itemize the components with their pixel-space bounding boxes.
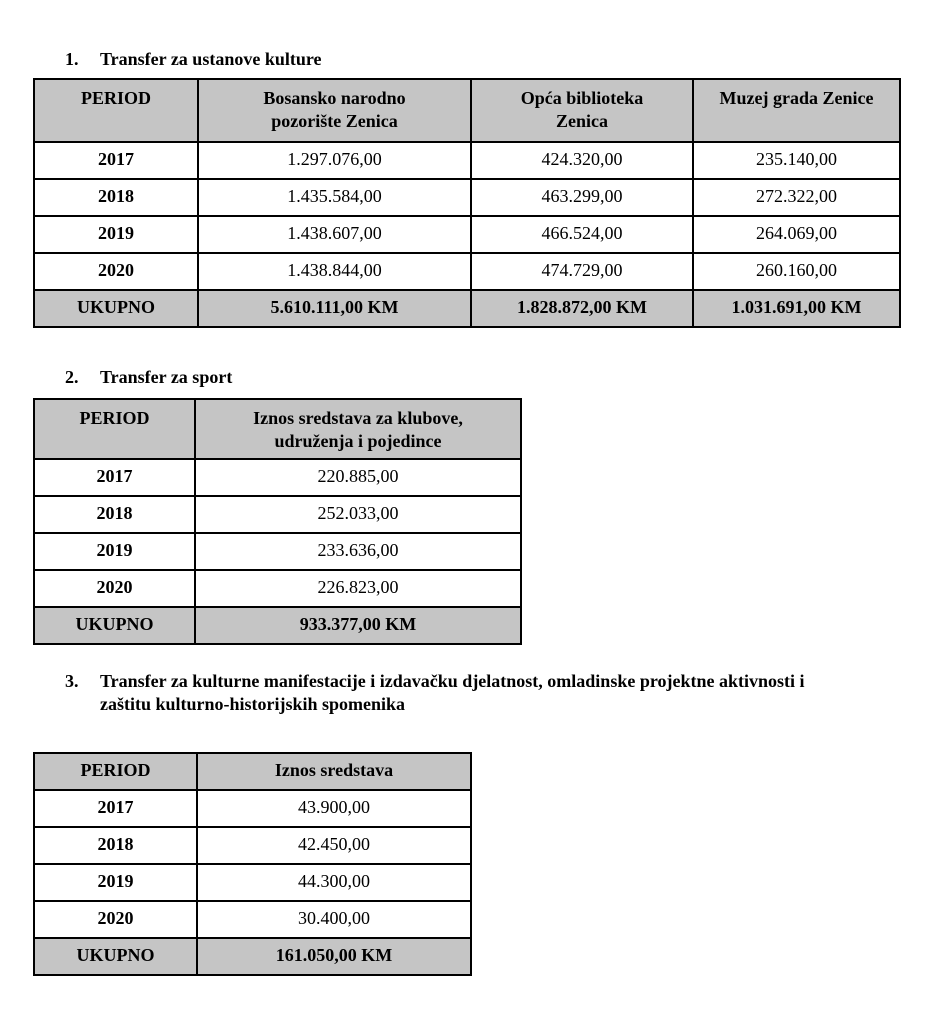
- total-amount-cell: 161.050,00 KM: [197, 938, 471, 975]
- amount-cell: 260.160,00: [693, 253, 900, 290]
- table-row: [34, 142, 900, 179]
- amount-cell: 466.524,00: [471, 216, 693, 253]
- amount-cell: 1.438.607,00: [198, 216, 471, 253]
- amount-cell: 1.435.584,00: [198, 179, 471, 216]
- total-row: [34, 938, 471, 975]
- year-cell: 2019: [34, 864, 197, 901]
- table-row: [34, 496, 521, 533]
- section-3-number: 3.: [65, 671, 79, 691]
- total-amount-cell: 1.828.872,00 KM: [471, 290, 693, 327]
- total-label-cell: UKUPNO: [34, 938, 197, 975]
- table-1-col-muzej: Muzej grada Zenice: [693, 79, 900, 142]
- section-1-heading: [65, 48, 322, 71]
- year-cell: 2019: [34, 216, 198, 253]
- table-transfer-ustanove-kulture: [33, 78, 901, 328]
- amount-cell: 1.438.844,00: [198, 253, 471, 290]
- table-1-col-biblioteka: [471, 79, 693, 142]
- amount-cell: 220.885,00: [195, 459, 521, 496]
- section-2-number: 2.: [65, 367, 79, 387]
- amount-cell: 474.729,00: [471, 253, 693, 290]
- total-amount-cell: 5.610.111,00 KM: [198, 290, 471, 327]
- year-cell: 2019: [34, 533, 195, 570]
- total-label-cell: UKUPNO: [34, 290, 198, 327]
- total-label-cell: UKUPNO: [34, 607, 195, 644]
- table-1-col-biblioteka-label: Opća biblioteka Zenica: [520, 88, 644, 132]
- amount-cell: 235.140,00: [693, 142, 900, 179]
- year-cell: 2018: [34, 496, 195, 533]
- amount-cell: 463.299,00: [471, 179, 693, 216]
- table-2-header-row: [34, 399, 521, 459]
- table-row: [34, 901, 471, 938]
- section-3-heading: [65, 670, 825, 715]
- table-1-col-pozoriste-label: Bosansko narodno pozorište Zenica: [263, 88, 406, 132]
- amount-cell: 44.300,00: [197, 864, 471, 901]
- table-3-col-iznos: Iznos sredstava: [197, 753, 471, 790]
- table-row: [34, 459, 521, 496]
- table-row: [34, 570, 521, 607]
- section-2-title: Transfer za sport: [100, 367, 233, 387]
- section-2-heading: [65, 366, 232, 389]
- table-transfer-manifestacije: [33, 752, 472, 976]
- table-1-col-pozoriste: [198, 79, 471, 142]
- table-row: [34, 827, 471, 864]
- table-1-header: [34, 79, 900, 142]
- amount-cell: 424.320,00: [471, 142, 693, 179]
- table-2-col-period: PERIOD: [34, 399, 195, 459]
- table-row: [34, 864, 471, 901]
- total-row: [34, 607, 521, 644]
- total-amount-cell: 1.031.691,00 KM: [693, 290, 900, 327]
- table-row: [34, 533, 521, 570]
- table-3-col-period: PERIOD: [34, 753, 197, 790]
- amount-cell: 226.823,00: [195, 570, 521, 607]
- table-3-header: [34, 753, 471, 790]
- amount-cell: 30.400,00: [197, 901, 471, 938]
- amount-cell: 264.069,00: [693, 216, 900, 253]
- section-1-number: 1.: [65, 49, 79, 69]
- table-row: [34, 790, 471, 827]
- year-cell: 2020: [34, 901, 197, 938]
- section-1-title: Transfer za ustanove kulture: [100, 49, 322, 69]
- total-amount-cell: 933.377,00 KM: [195, 607, 521, 644]
- table-2-col-iznos-label: Iznos sredstava za klubove, udruženja i pojedince: [253, 408, 463, 452]
- year-cell: 2017: [34, 142, 198, 179]
- table-transfer-sport: [33, 398, 522, 645]
- table-2-header: [34, 399, 521, 459]
- table-row: [34, 179, 900, 216]
- table-1-header-row: [34, 79, 900, 142]
- table-row: [34, 216, 900, 253]
- year-cell: 2017: [34, 790, 197, 827]
- amount-cell: 233.636,00: [195, 533, 521, 570]
- year-cell: 2018: [34, 827, 197, 864]
- year-cell: 2020: [34, 253, 198, 290]
- amount-cell: 1.297.076,00: [198, 142, 471, 179]
- table-1-col-period: PERIOD: [34, 79, 198, 142]
- table-row: [34, 253, 900, 290]
- year-cell: 2018: [34, 179, 198, 216]
- total-row: [34, 290, 900, 327]
- year-cell: 2020: [34, 570, 195, 607]
- year-cell: 2017: [34, 459, 195, 496]
- amount-cell: 252.033,00: [195, 496, 521, 533]
- amount-cell: 42.450,00: [197, 827, 471, 864]
- table-3-header-row: [34, 753, 471, 790]
- amount-cell: 272.322,00: [693, 179, 900, 216]
- table-2-col-iznos: [195, 399, 521, 459]
- amount-cell: 43.900,00: [197, 790, 471, 827]
- section-3-title: Transfer za kulturne manifestacije i izdavačku djelatnost, omladinske projektne aktivnosti i zaštitu kulturno-historijskih spomenika: [100, 671, 805, 714]
